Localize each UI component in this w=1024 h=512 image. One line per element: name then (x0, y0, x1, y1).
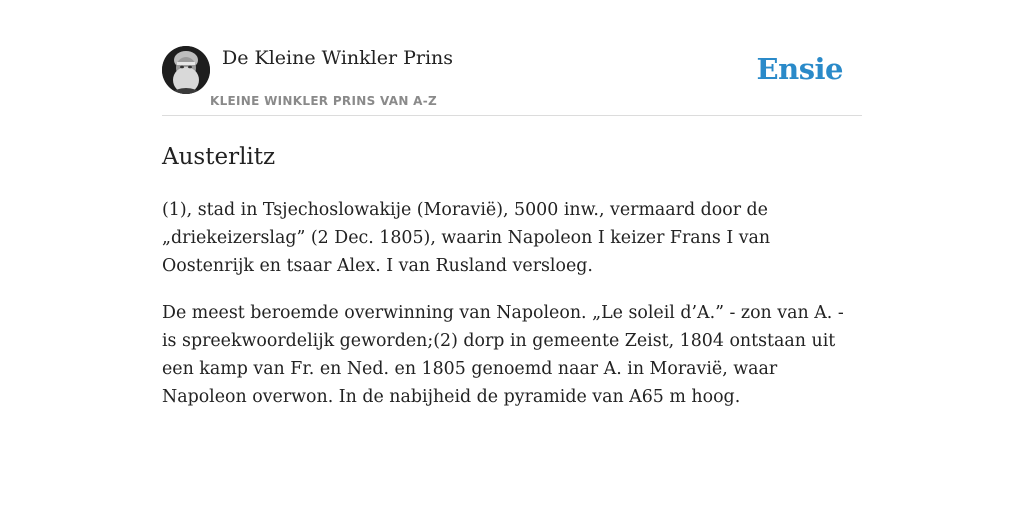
article-paragraph: (1), stad in Tsjechoslowakije (Moravië), 5000 inw., vermaard door de „driekeizerslag” (2 Dec. 1805), waarin Napoleon I keizer Frans I van Oostenrijk en tsaar Alex. I van Rusland versloeg. (162, 200, 771, 276)
article-paragraph: De meest beroemde overwinning van Napoleon. „Le soleil d’A.” - zon van A. - is spreekwoordelijk geworden;(2) dorp in gemeente Zeist, 1804 ontstaan uit een kamp van Fr. en Ned. en 1805 genoemd naar A. in Moravië, waar Napoleon overwon. In de nabijheid de pyramide van A65 m hoog. (162, 303, 844, 407)
author-subtitle[interactable]: KLEINE WINKLER PRINS VAN A-Z (210, 94, 438, 108)
page (162, 0, 862, 411)
author-name[interactable]: De Kleine Winkler Prins (222, 47, 454, 69)
bearded-man-portrait-icon (162, 46, 210, 94)
article-title: Austerlitz (162, 144, 276, 170)
author-avatar[interactable] (162, 46, 210, 94)
ensie-logo-link[interactable]: Ensie (756, 52, 843, 86)
header (162, 46, 862, 116)
